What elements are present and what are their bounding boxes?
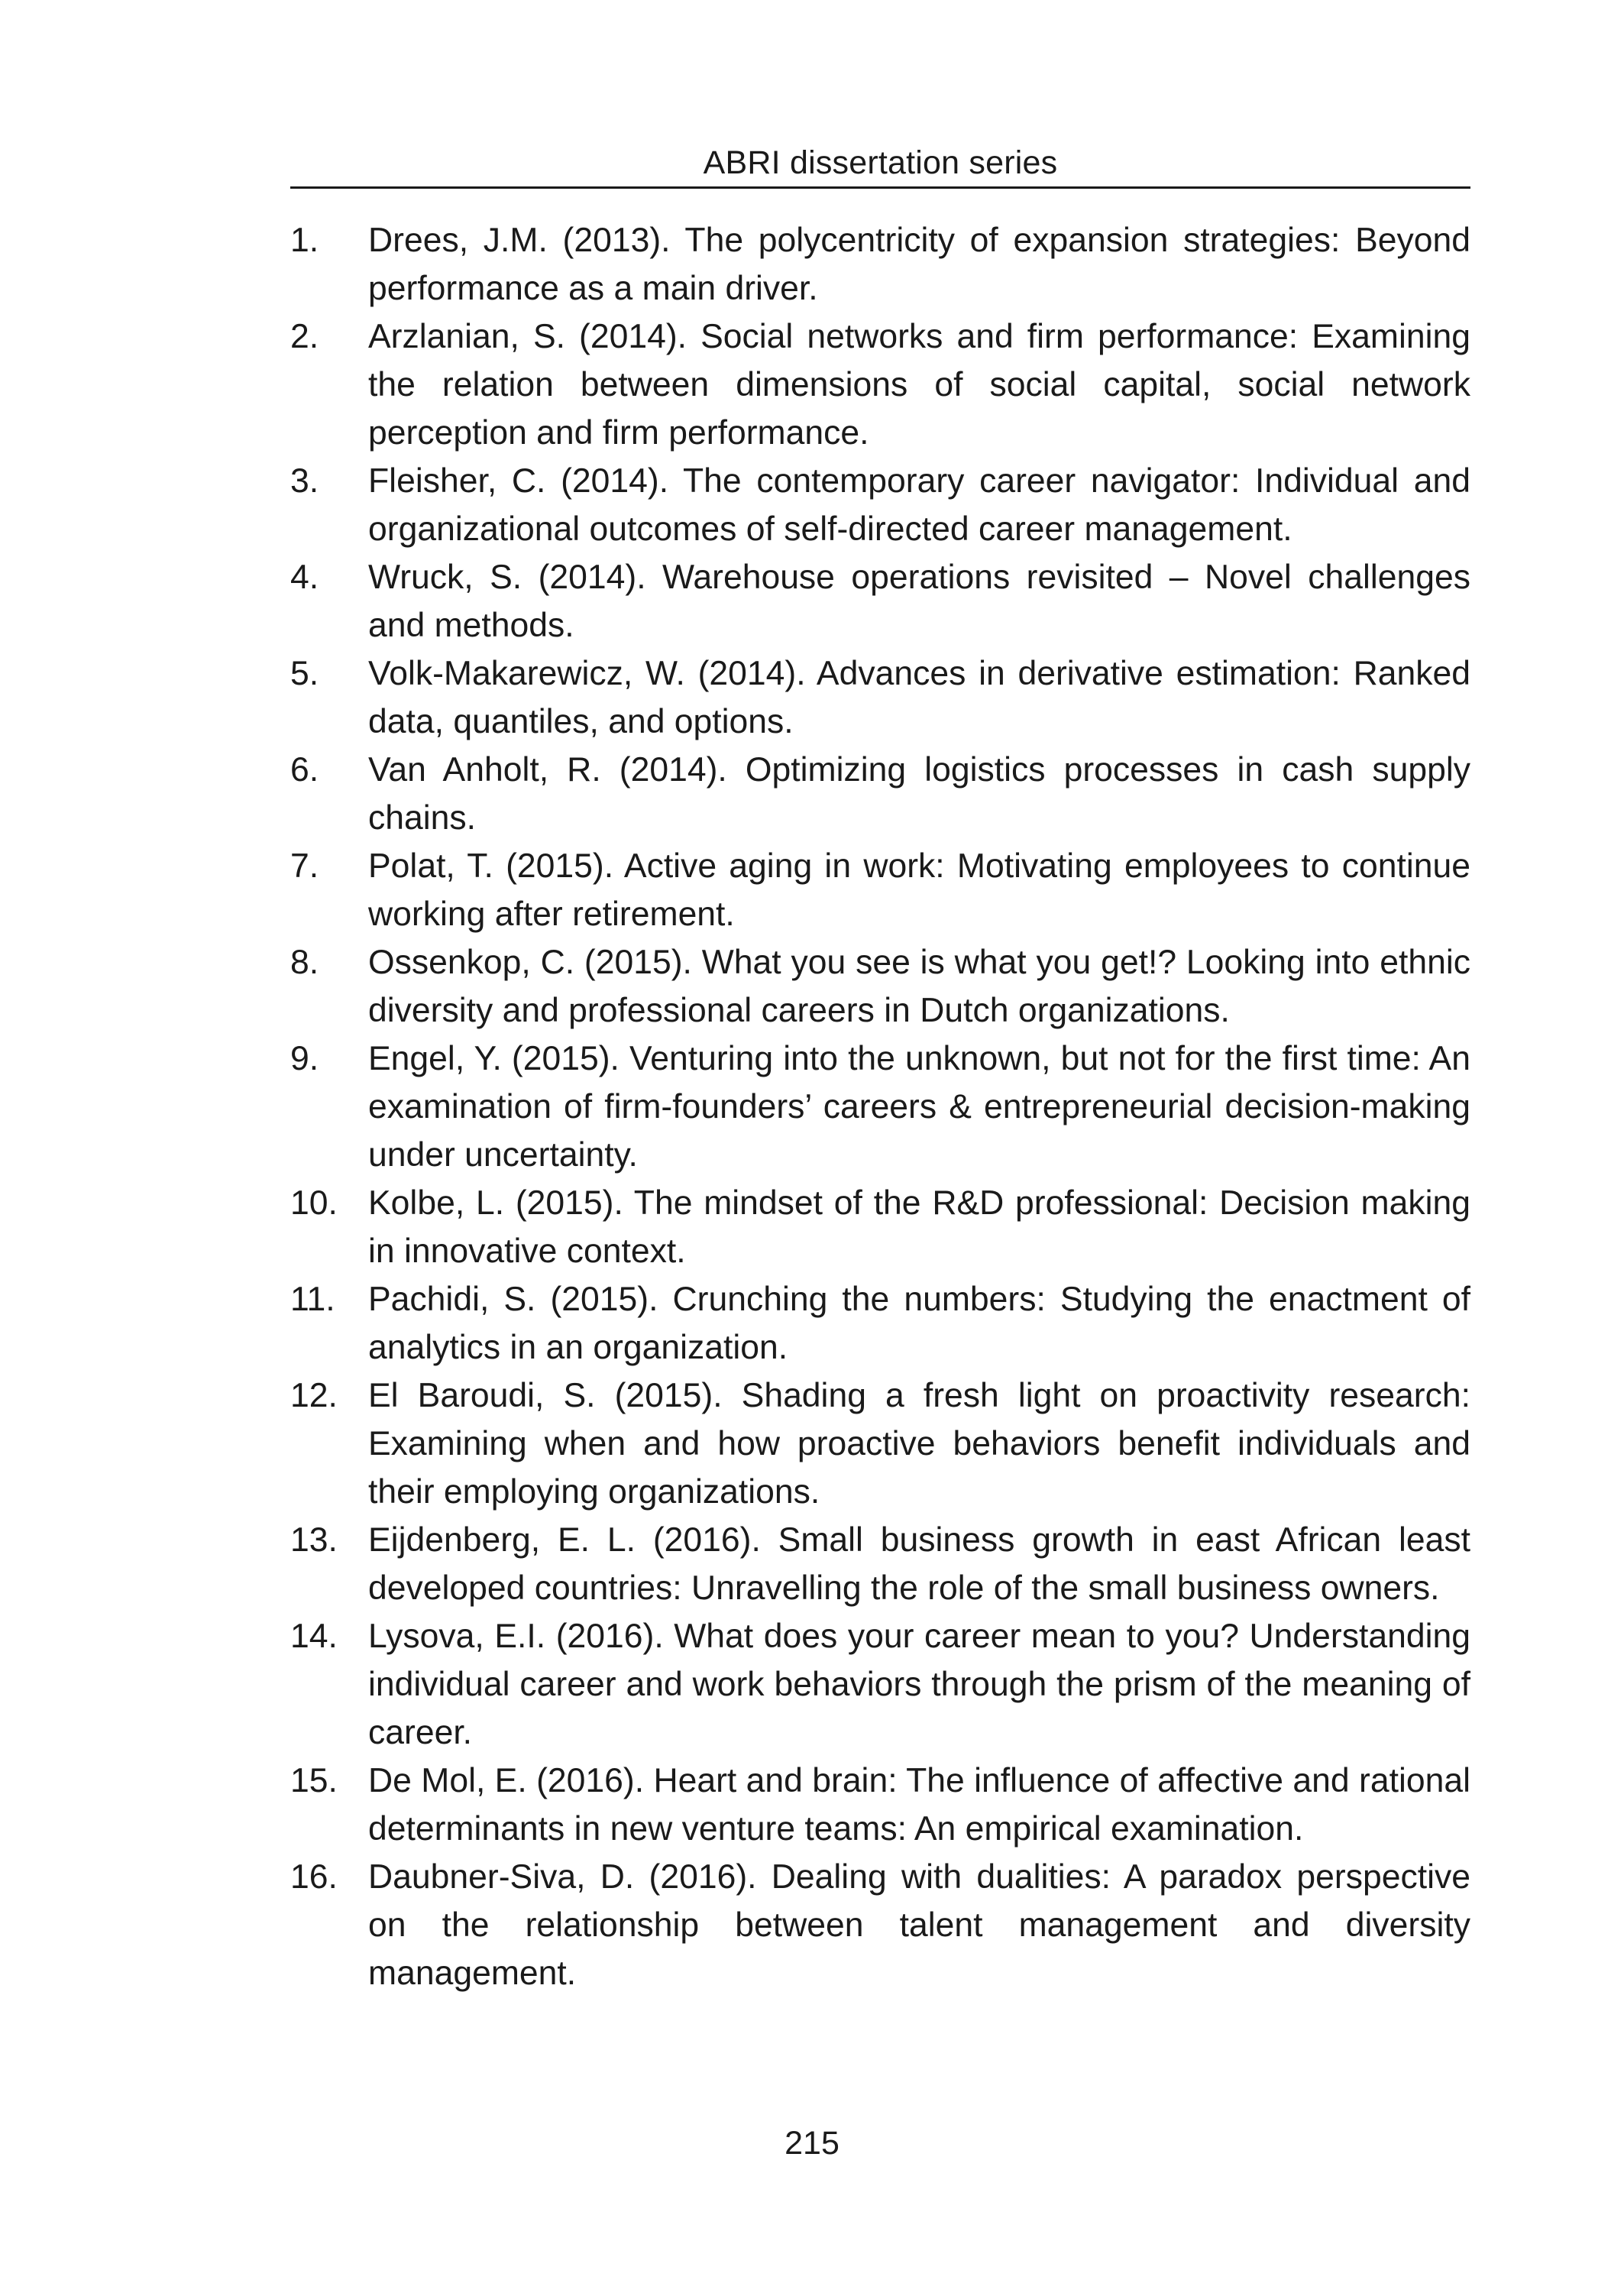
list-item [290,649,1470,746]
entry-number: 2. [290,318,319,355]
entry-text: Van Anholt, R. (2014). Optimizing logistics processes in cash supply chains. [368,751,1470,837]
list-item [290,1757,1470,1853]
list-item [290,1179,1470,1275]
entry-text: Wruck, S. (2014). Warehouse operations revisited – Novel challenges and methods. [368,559,1470,644]
list-item [290,457,1470,553]
entry-number: 3. [290,462,319,500]
entry-text: Ossenkop, C. (2015). What you see is what you get!? Looking into ethnic diversity and professional careers in Dutch organizations. [368,944,1470,1029]
entry-number: 7. [290,847,319,885]
entry-number: 13. [290,1521,338,1559]
page-number: 215 [785,2125,839,2162]
entry-number: 1. [290,222,319,259]
running-header: ABRI dissertation series [703,144,1058,181]
entry-number: 4. [290,559,319,596]
list-item [290,1372,1470,1516]
entry-number: 15. [290,1762,338,1799]
entry-text: De Mol, E. (2016). Heart and brain: The influence of affective and rational determinants in new venture teams: An empirical examination. [368,1762,1470,1848]
entry-number: 9. [290,1040,319,1077]
list-item [290,1612,1470,1757]
entry-text: Daubner-Siva, D. (2016). Dealing with dualities: A paradox perspective on the relationship between talent management and diversity management. [368,1858,1470,1992]
list-item [290,313,1470,457]
entry-text: Kolbe, L. (2015). The mindset of the R&D professional: Decision making in innovative context. [368,1184,1470,1270]
header-rule [290,186,1470,189]
entry-text: El Baroudi, S. (2015). Shading a fresh light on proactivity research: Examining when and how proactive behaviors benefit individuals and their employing organizations. [368,1377,1470,1511]
entry-text: Drees, J.M. (2013). The polycentricity of expansion strategies: Beyond performance as a main driver. [368,222,1470,307]
entry-text: Engel, Y. (2015). Venturing into the unknown, but not for the first time: An examination of firm-founders’ careers & entrepreneurial decision-making under uncertainty. [368,1040,1470,1174]
list-item [290,746,1470,842]
list-item [290,216,1470,313]
entry-text: Pachidi, S. (2015). Crunching the numbers: Studying the enactment of analytics in an organization. [368,1281,1470,1366]
entry-number: 8. [290,944,319,981]
list-item [290,1035,1470,1179]
entry-number: 5. [290,655,319,692]
entry-text: Volk-Makarewicz, W. (2014). Advances in derivative estimation: Ranked data, quantiles, and options. [368,655,1470,740]
entry-number: 11. [290,1281,335,1318]
list-item [290,1853,1470,1997]
list-item [290,938,1470,1035]
list-item [290,1516,1470,1612]
entry-text: Arzlanian, S. (2014). Social networks and firm performance: Examining the relation between dimensions of social capital, social network perception and firm performance. [368,318,1470,452]
entry-text: Fleisher, C. (2014). The contemporary career navigator: Individual and organizational outcomes of self-directed career management. [368,462,1470,548]
entry-number: 14. [290,1618,338,1655]
entry-number: 10. [290,1184,338,1222]
dissertation-list [290,216,1470,1997]
entry-number: 12. [290,1377,338,1414]
entry-number: 6. [290,751,319,789]
entry-text: Eijdenberg, E. L. (2016). Small business growth in east African least developed countries: Unravelling the role of the small business owners. [368,1521,1470,1607]
entry-text: Lysova, E.I. (2016). What does your career mean to you? Understanding individual career and work behaviors through the prism of the meaning of career. [368,1618,1470,1751]
entry-number: 16. [290,1858,338,1896]
list-item [290,553,1470,649]
list-item [290,1275,1470,1372]
list-item [290,842,1470,938]
entry-text: Polat, T. (2015). Active aging in work: Motivating employees to continue working after retirement. [368,847,1470,933]
